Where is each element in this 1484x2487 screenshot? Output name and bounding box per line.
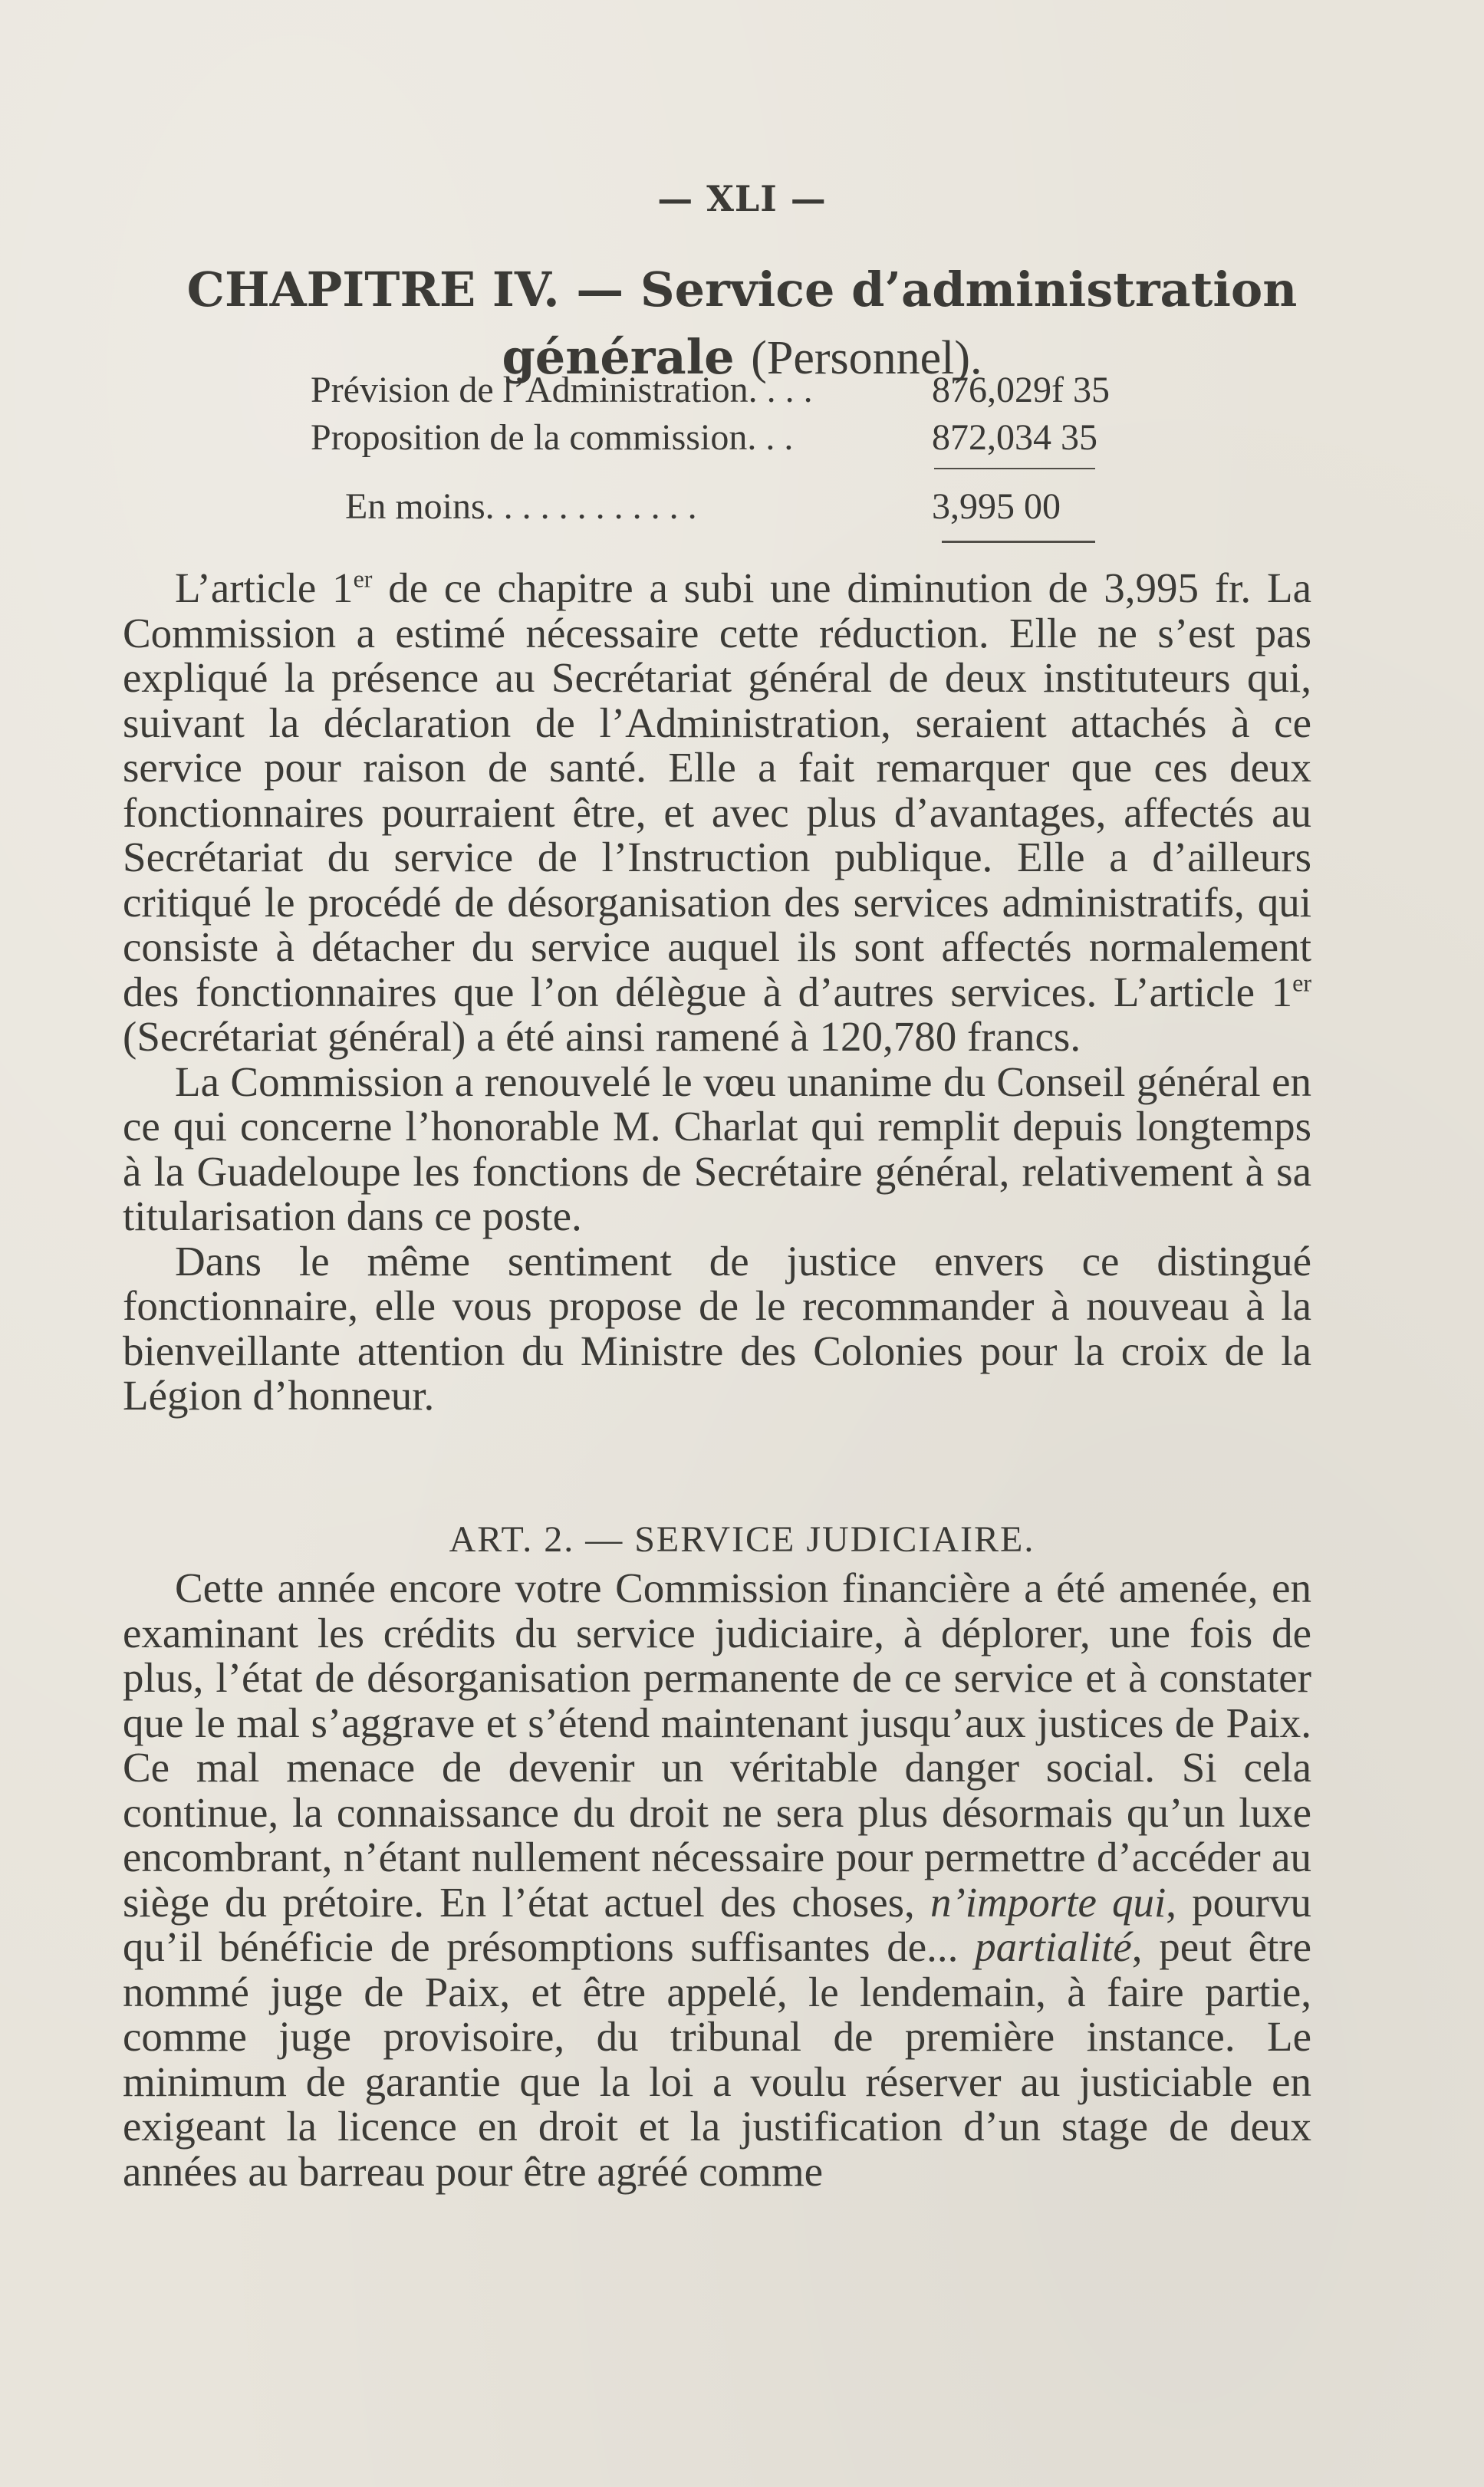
paragraph [123,1566,1311,2194]
budget-value: 3,995 00 [932,486,1061,527]
chapter-title-line-1: CHAPITRE IV. — Service d’administration [186,262,1298,317]
section-heading: ART. 2. — SERVICE JUDICIAIRE. [449,1519,1035,1560]
budget-row-prevision [311,367,1185,414]
page-folio: — XLI — [657,178,827,219]
budget-row-proposition [311,414,1185,462]
paragraph: La Commission a renouvelé le vœu unanime du Conseil général en ce qui concerne l’honorable M. Charlat qui remplit depuis longtemps à la Guadeloupe les fonctions de Secrétaire général, relativement à sa titularisation dans ce poste. [123,1058,1311,1239]
italic-run: partialité [975,1923,1132,1970]
sum-rule [934,468,1095,469]
budget-value: 872,034 35 [932,417,1097,458]
superscript: er [353,564,373,593]
chapter-body [123,566,1311,1419]
budget-label: En moins. . . . . . . . . . . . [345,486,697,527]
text-run: de ce chapitre a subi une diminution de 3,995 fr. La Commission a estimé nécessaire cette réduction. Elle ne s’est pas expliqué la présence au Secrétariat général de deux instituteurs qui, suivant la déclaration de l’Administration, seraient attachés à ce service pour raison de santé. Elle a fait remarquer que ces deux fonctionnaires pourraient être, et avec plus d’avantages, affectés au Secrétariat du service de l’Instruction publique. Elle a d’ailleurs critiqué le procédé de désorganisation des services administratifs, qui consiste à détacher du service auquel ils sont affectés normalement des fonctionnaires que l’on délègue à d’autres services. L’article 1 [123,564,1311,1015]
paragraph [123,566,1311,1060]
text-run: , peut être nommé juge de Paix, et être appelé, le lendemain, à faire partie, comme juge provisoire, du tribunal de première instance. Le minimum de garantie que la loi a voulu réserver au justiciable en exigeant la licence en droit et la justification d’un stage de deux années au barreau pour être agréé comme [123,1923,1311,2195]
budget-label: Proposition de la commission. . . [311,417,794,458]
total-rule [942,541,1095,543]
text-run: Cette année encore votre Commission financière a été amenée, en examinant les crédits du service judiciaire, à déplorer, une fois de plus, l’état de désorganisation permanente de ce service et à constater que le mal s’aggrave et s’étend maintenant jusqu’aux justices de Paix. Ce mal menace de devenir un véritable danger social. Si cela continue, la connaissance du droit ne sera plus désormais qu’un luxe encombrant, n’étant nullement nécessaire pour permettre d’accéder au siège du prétoire. En l’état actuel des choses, [123,1564,1311,1926]
text-run: , pourvu qu’il bénéficie de présomptions suffisantes de... [123,1878,1311,1970]
chapter-title-word: générale [502,329,735,385]
text-run: (Secrétariat général) a été ainsi ramené à 120,780 francs. [123,1013,1081,1060]
budget-label: Prévision de l’Administration. . . . [311,370,813,410]
article-body [123,1566,1311,2194]
paragraph: Dans le même sentiment de justice envers ce distingué fonctionnaire, elle vous propose de le recommander à nouveau à la bienveillante attention du Ministre des Colonies pour la croix de la Légion d’honneur. [123,1237,1311,1419]
budget-value: 876,029f 35 [932,370,1110,410]
budget-row-difference [345,483,1219,531]
chapter-title-paren: (Personnel). [751,332,982,384]
superscript: er [1292,969,1311,997]
italic-run: n’importe qui [930,1878,1166,1926]
text-run: L’article 1 [175,564,354,611]
